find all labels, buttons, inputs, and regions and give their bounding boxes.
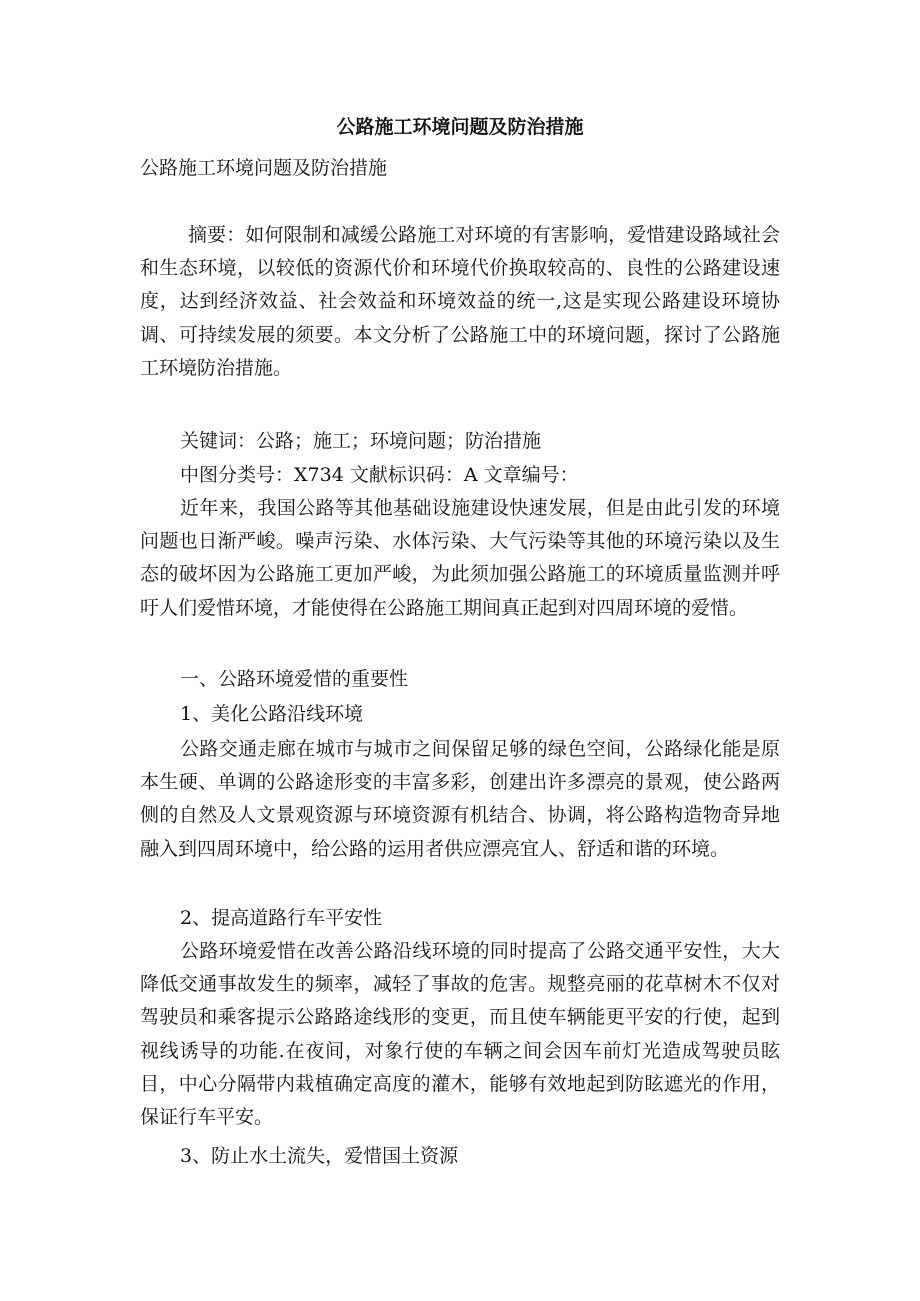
section-1-heading: 一、公路环境爱惜的重要性 (180, 668, 409, 690)
abstract-paragraph: 摘要：如何限制和减缓公路施工对环境的有害影响，爱惜建设路域社会和生态环境，以较低的资源代价和环境代价换取较高的、良性的公路建设速度，达到经济效益、社会效益和环境效益的统一,这是实现公路建设环境协调、可持续发展的须要。本文分析了公路施工中的环境问题，探讨了公路施工环境防治措施。 (140, 224, 780, 379)
subsection-1-heading: 1、美化公路沿线环境 (180, 703, 364, 725)
keywords-line: 关键词：公路；施工；环境问题；防治措施 (180, 430, 542, 452)
classification-line: 中图分类号：X734 文献标识码：A 文章编号： (180, 464, 579, 486)
document-subtitle: 公路施工环境问题及防治措施 (140, 157, 388, 179)
document-title: 公路施工环境问题及防治措施 (336, 116, 584, 138)
subsection-2-paragraph: 公路环境爱惜在改善公路沿线环境的同时提高了公路交通平安性，大大降低交通事故发生的频率，减轻了事故的危害。规整亮丽的花草树木不仅对驾驶员和乘客提示公路路途线形的变更，而且使车辆能更平安的行使，起到视线诱导的功能.在夜间，对象行使的车辆之间会因车前灯光造成驾驶员眩目，中心分隔带内栽植确定高度的灌木，能够有效地起到防眩遮光的作用，保证行车平安。 (140, 940, 780, 1129)
intro-paragraph: 近年来，我国公路等其他基础设施建设快速发展，但是由此引发的环境问题也日渐严峻。噪声污染、水体污染、大气污染等其他的环境污染以及生态的破坏因为公路施工更加严峻，为此须加强公路施工的环境质量监测并呼吁人们爱惜环境，才能使得在公路施工期间真正起到对四周环境的爱惜。 (140, 497, 780, 619)
subsection-1-paragraph: 公路交通走廊在城市与城市之间保留足够的绿色空间，公路绿化能是原本生硬、单调的公路途形变的丰富多彩，创建出许多漂亮的景观，使公路两侧的自然及人文景观资源与环境资源有机结合、协调，将公路构造物奇异地融入到四周环境中，给公路的运用者供应漂亮宜人、舒适和谐的环境。 (140, 738, 780, 860)
subsection-2-heading: 2、提高道路行车平安性 (180, 907, 383, 929)
subsection-3-heading: 3、防止水土流失，爱惜国土资源 (180, 1145, 459, 1167)
